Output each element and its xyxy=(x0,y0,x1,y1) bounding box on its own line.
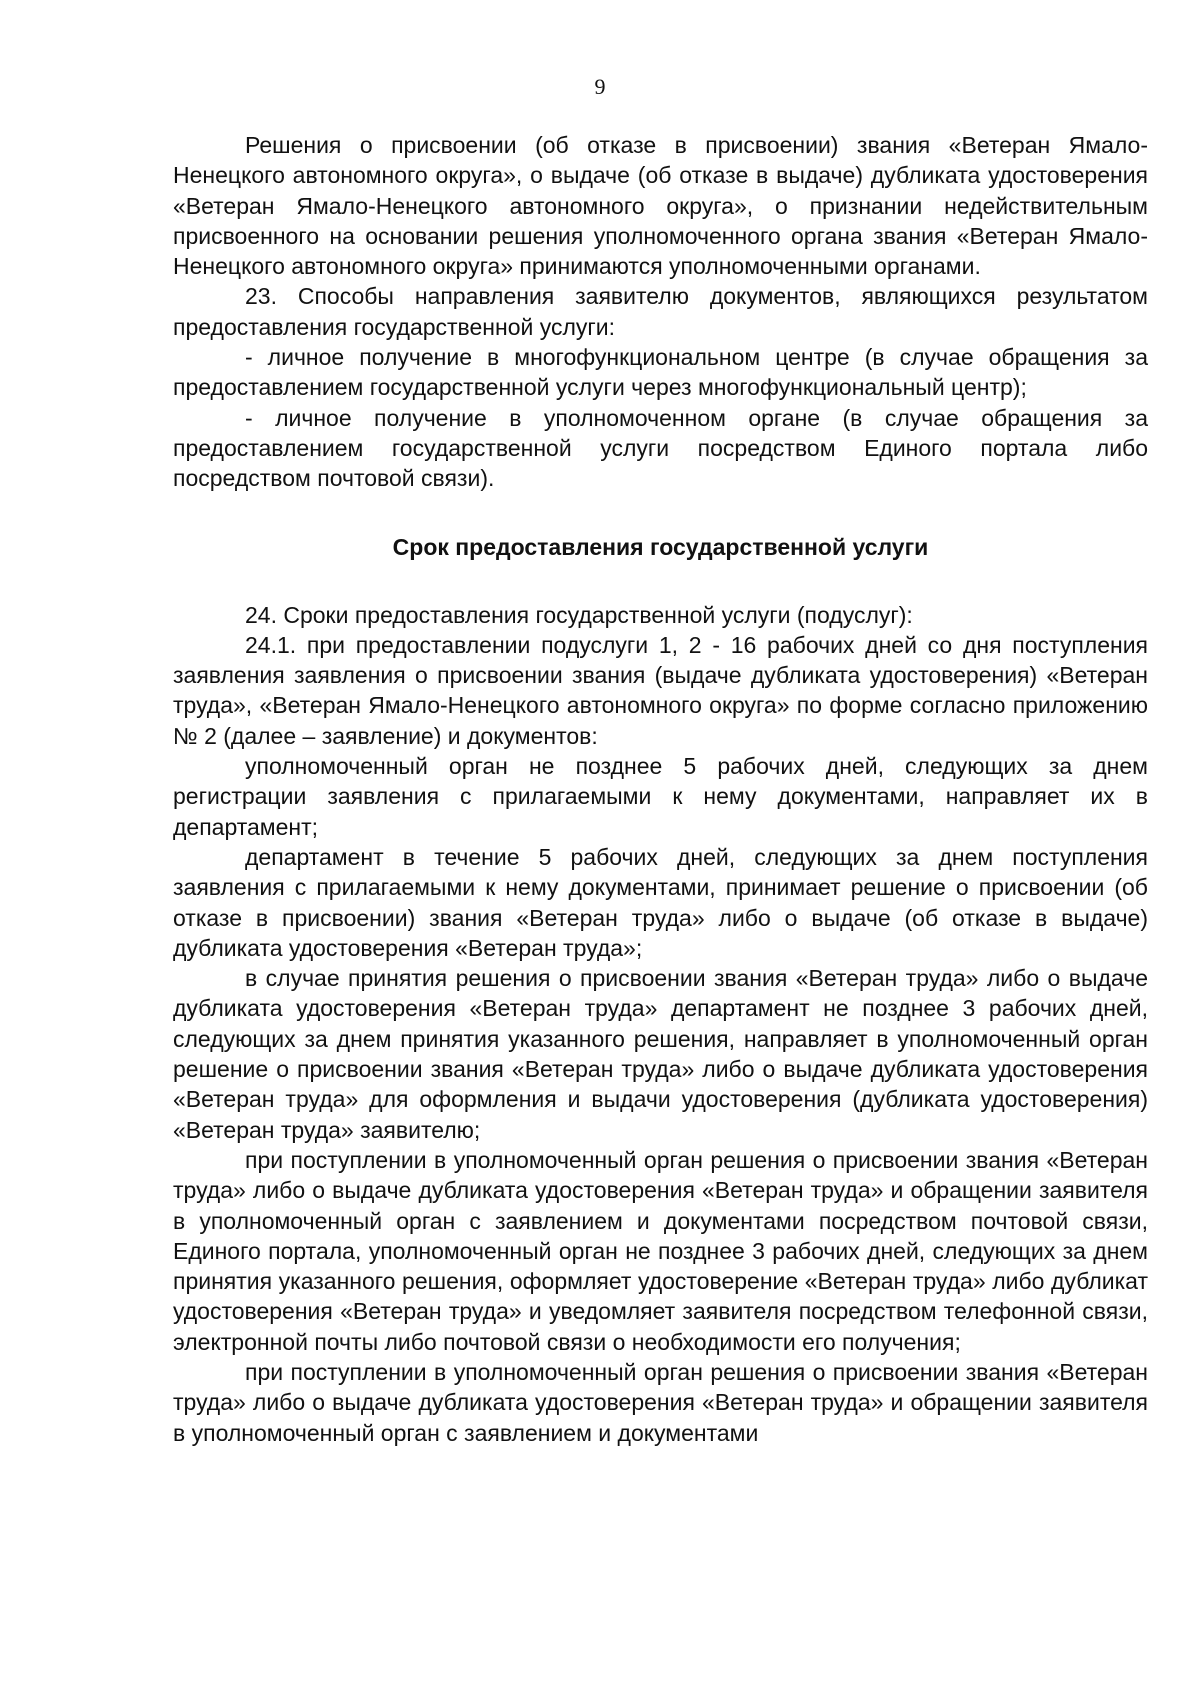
paragraph-postal-portal: при поступлении в уполномоченный орган решения о присвоении звания «Ветеран труда» либо о выдаче дубликата удостоверения «Ветеран труда» и обращении заявителя в уполномоченный орган с заявлением и документами посредством почтовой связи, Единого портала, уполномоченный орган не позднее 3 рабочих дней, следующих за днем принятия указанного решения, оформляет удостоверение «Ветеран труда» либо дубликат удостоверения «Ветеран труда» и уведомляет заявителя посредством телефонной связи, электронной почты либо почтовой связи о необходимости его получения; xyxy=(173,1146,1148,1355)
paragraph-decisions: Решения о присвоении (об отказе в присвоении) звания «Ветеран Ямало-Ненецкого автономного округа», о выдаче (об отказе в выдаче) дубликата удостоверения «Ветеран Ямало-Ненецкого автономного округа», о признании недействительным присвоенного на основании решения уполномоченного органа звания «Ветеран Ямало-Ненецкого автономного округа» принимаются уполномоченными органами. xyxy=(173,132,1148,280)
document-body xyxy=(173,130,1148,1448)
paragraph-authorized-body-5-days: уполномоченный орган не позднее 5 рабочих дней, следующих за днем регистрации заявления с прилагаемыми к нему документами, направляет их в департамент; xyxy=(173,753,1148,840)
list-item-mfc: - личное получение в многофункциональном центре (в случае обращения за предоставлением государственной услуги через многофункциональный центр); xyxy=(173,344,1148,401)
paragraph-item-24-1: 24.1. при предоставлении подуслуги 1, 2 - 16 рабочих дней со дня поступления заявления заявления о присвоении звания (выдаче дубликата удостоверения) «Ветеран труда», «Ветеран Ямало-Ненецкого автономного округа» по форме согласно приложению № 2 (далее – заявление) и документов: xyxy=(173,631,1148,749)
section-heading: Срок предоставления государственной услуги xyxy=(392,533,929,560)
page-number: 9 xyxy=(594,74,606,99)
paragraph-item-23: 23. Способы направления заявителю документов, являющихся результатом предоставления государственной услуги: xyxy=(173,283,1148,340)
paragraph-department-3-days: в случае принятия решения о присвоении звания «Ветеран труда» либо о выдаче дубликата удостоверения «Ветеран труда» департамент не позднее 3 рабочих дней, следующих за днем принятия указанного решения, направляет в уполномоченный орган решение о присвоении звания «Ветеран труда» либо о выдаче дубликата удостоверения «Ветеран труда» для оформления и выдачи удостоверения (дубликата удостоверения) «Ветеран труда» заявителю; xyxy=(173,965,1148,1143)
paragraph-item-24: 24. Сроки предоставления государственной услуги (подуслуг): xyxy=(245,601,913,628)
list-item-authorized-body: - личное получение в уполномоченном органе (в случае обращения за предоставлением государственной услуги посредством Единого портала либо посредством почтовой связи). xyxy=(173,404,1148,492)
paragraph-department-5-days: департамент в течение 5 рабочих дней, следующих за днем поступления заявления с прилагаемыми к нему документами, принимает решение о присвоении (об отказе в присвоении) звания «Ветеран труда» либо о выдаче (об отказе в выдаче) дубликата удостоверения «Ветеран труда»; xyxy=(173,843,1148,961)
paragraph-continuation: при поступлении в уполномоченный орган решения о присвоении звания «Ветеран труда» либо о выдаче дубликата удостоверения «Ветеран труда» и обращении заявителя в уполномоченный орган с заявлением и документами xyxy=(173,1358,1148,1446)
